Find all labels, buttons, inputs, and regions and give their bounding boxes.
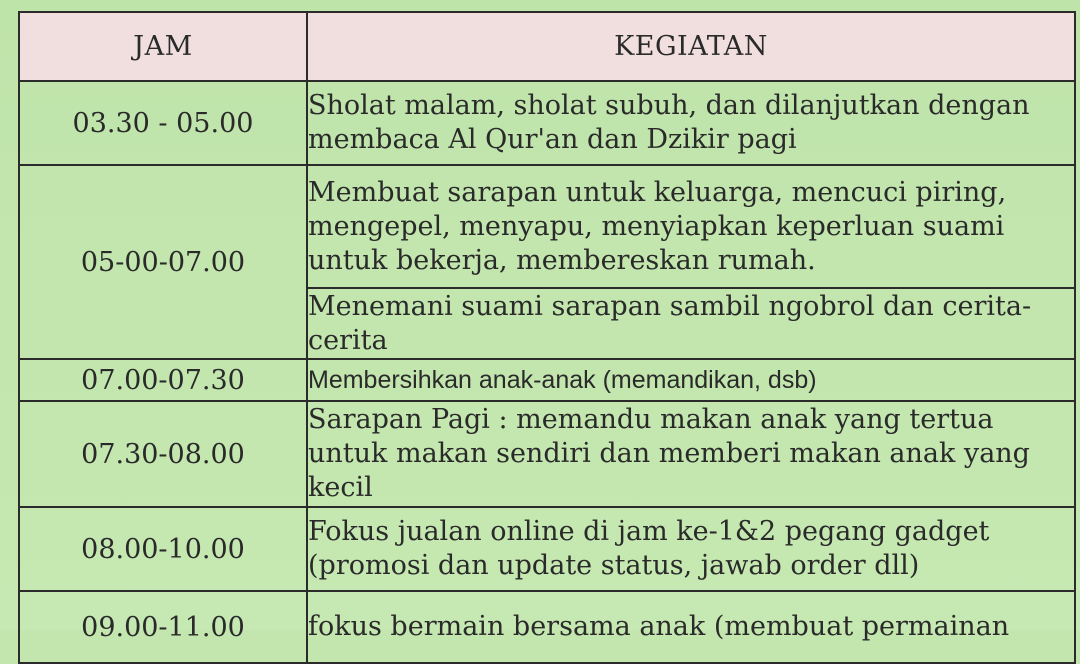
time-cell: 09.00-11.00 <box>19 591 307 663</box>
activity-cell: fokus bermain bersama anak (membuat permainan <box>307 591 1075 663</box>
table-row <box>19 401 1075 507</box>
time-cell: 08.00-10.00 <box>19 507 307 591</box>
time-cell: 07.00-07.30 <box>19 359 307 401</box>
time-cell: 07.30-08.00 <box>19 401 307 507</box>
time-cell: 03.30 - 05.00 <box>19 81 307 165</box>
activity-cell: Membuat sarapan untuk keluarga, mencuci piring, mengepel, menyapu, menyiapkan keperluan suami untuk bekerja, membereskan rumah. <box>307 165 1075 288</box>
activity-cell: Sholat malam, sholat subuh, dan dilanjutkan dengan membaca Al Qur'an dan Dzikir pagi <box>307 81 1075 165</box>
header-row <box>19 12 1075 81</box>
activity-cell: Fokus jualan online di jam ke-1&2 pegang gadget (promosi dan update status, jawab order dll) <box>307 507 1075 591</box>
table-row <box>19 591 1075 663</box>
activity-cell: Sarapan Pagi : memandu makan anak yang tertua untuk makan sendiri dan memberi makan anak yang kecil <box>307 401 1075 507</box>
table-row <box>19 165 1075 288</box>
daily-schedule-table <box>18 11 1076 664</box>
table-row <box>19 359 1075 401</box>
table-row <box>19 81 1075 165</box>
table-header <box>19 12 1075 81</box>
activity-cell: Membersihkan anak-anak (memandikan, dsb) <box>307 359 1075 401</box>
activity-cell: Menemani suami sarapan sambil ngobrol dan cerita-cerita <box>307 288 1075 359</box>
column-header-jam: JAM <box>19 12 307 81</box>
time-cell: 05-00-07.00 <box>19 165 307 359</box>
table-body <box>19 81 1075 663</box>
table-row <box>19 507 1075 591</box>
column-header-kegiatan: KEGIATAN <box>307 12 1075 81</box>
